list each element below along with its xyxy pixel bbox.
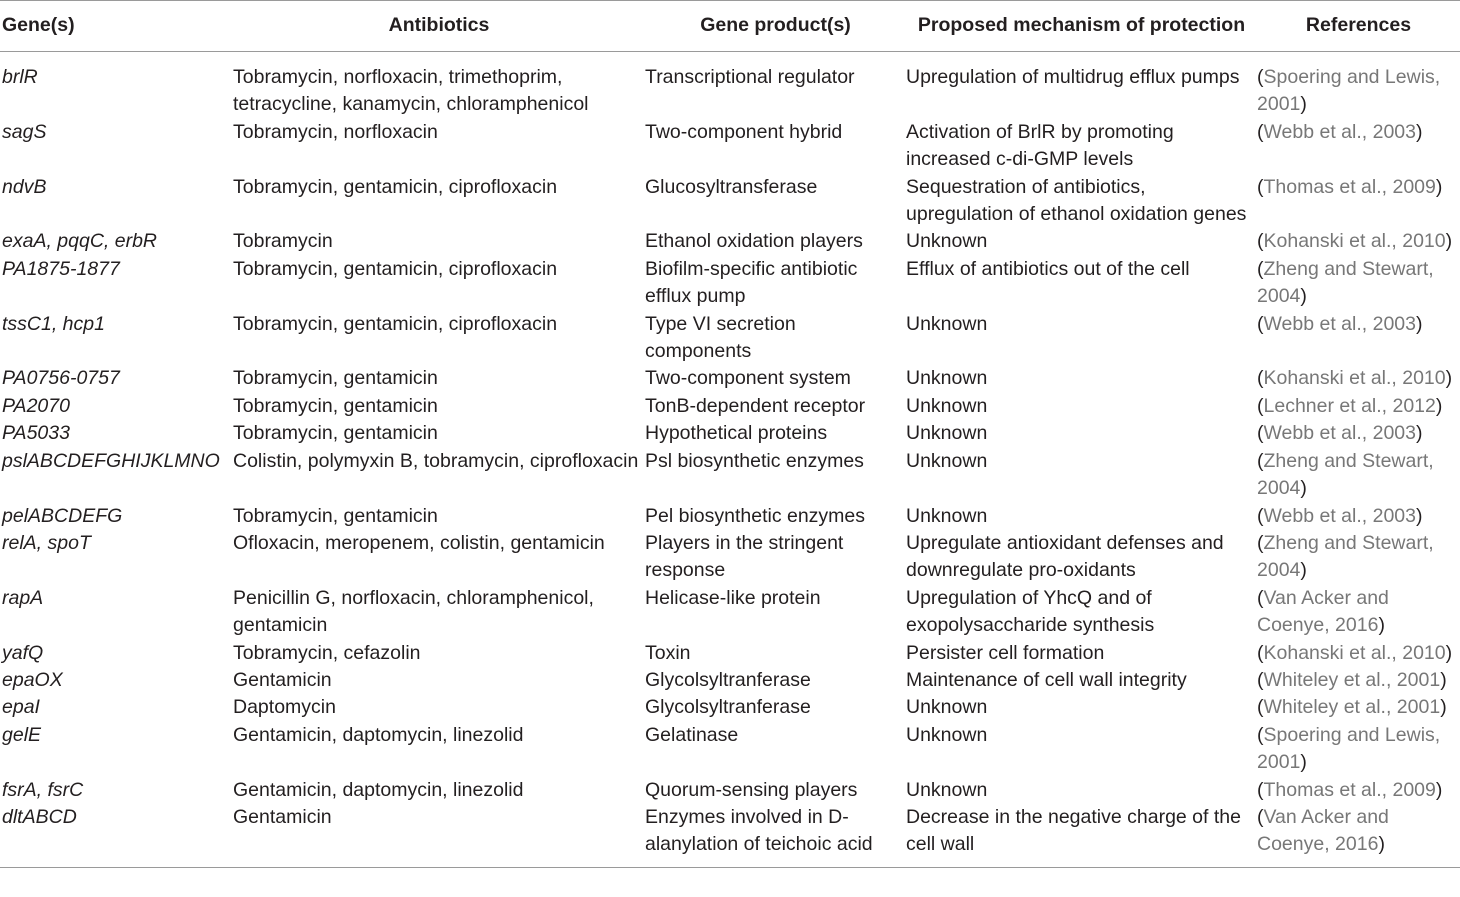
reference-open-paren: ( xyxy=(1257,257,1264,280)
reference-link[interactable]: Webb et al., 2003 xyxy=(1263,422,1416,445)
reference-open-paren: ( xyxy=(1257,367,1264,390)
reference-cell xyxy=(1257,119,1460,174)
reference-close-paren: ) xyxy=(1416,504,1423,527)
header-genes: Gene(s) xyxy=(0,1,233,52)
gene-cell: pelABCDEFG xyxy=(2,504,123,527)
reference-link[interactable]: Webb et al., 2003 xyxy=(1263,120,1416,143)
mechanism-cell: Unknown xyxy=(906,312,988,335)
reference-link[interactable]: Kohanski et al., 2010 xyxy=(1263,367,1446,390)
gene-cell: tssC1, hcp1 xyxy=(2,312,105,335)
gene-cell: fsrA, fsrC xyxy=(2,778,84,801)
product-cell: Two-component system xyxy=(645,367,851,390)
gene-cell: pslABCDEFGHIJKLMNO xyxy=(2,449,220,472)
reference-link[interactable]: Kohanski et al., 2010 xyxy=(1263,641,1446,664)
header-row xyxy=(0,1,1460,52)
header-references: References xyxy=(1257,1,1460,52)
reference-close-paren: ) xyxy=(1416,120,1423,143)
antibiotics-cell: Tobramycin, gentamicin, ciprofloxacin xyxy=(233,175,558,198)
table-row xyxy=(0,448,1460,503)
mechanism-cell: Activation of BrlR by promoting increased c-di-GMP levels xyxy=(906,120,1174,171)
reference-open-paren: ( xyxy=(1257,312,1264,335)
reference-open-paren: ( xyxy=(1257,723,1264,746)
product-cell: Pel biosynthetic enzymes xyxy=(645,504,866,527)
mechanism-cell: Decrease in the negative charge of the cell wall xyxy=(906,804,1257,867)
product-cell: Enzymes involved in D-alanylation of teichoic acid xyxy=(645,804,906,867)
product-cell: Glucosyltransferase xyxy=(645,175,818,198)
antibiotics-cell: Tobramycin, norfloxacin, trimethoprim, tetracycline, kanamycin, chloramphenicol xyxy=(233,66,589,116)
reference-close-paren: ) xyxy=(1378,833,1385,856)
mechanism-cell: Upregulation of multidrug efflux pumps xyxy=(906,66,1240,88)
reference-cell xyxy=(1257,420,1460,447)
reference-open-paren: ( xyxy=(1257,641,1264,664)
antibiotics-cell: Daptomycin xyxy=(233,696,336,719)
reference-close-paren: ) xyxy=(1445,367,1453,390)
reference-cell xyxy=(1257,448,1460,503)
table-row xyxy=(0,503,1460,530)
reference-open-paren: ( xyxy=(1257,586,1264,609)
reference-open-paren: ( xyxy=(1257,696,1264,719)
mechanism-cell: Unknown xyxy=(906,449,988,472)
gene-cell: rapA xyxy=(2,586,44,609)
reference-cell xyxy=(1257,722,1460,777)
table-row xyxy=(0,585,1460,640)
reference-link[interactable]: Lechner et al., 2012 xyxy=(1263,394,1436,417)
reference-cell xyxy=(1257,804,1460,867)
product-cell: Glycolsyltranferase xyxy=(645,668,811,691)
mechanism-cell: Unknown xyxy=(906,230,988,253)
mechanism-cell: Unknown xyxy=(906,367,988,390)
reference-cell xyxy=(1257,365,1460,392)
antibiotics-cell: Tobramycin, gentamicin xyxy=(233,422,438,445)
reference-close-paren: ) xyxy=(1300,751,1307,774)
table-row xyxy=(0,365,1460,392)
antibiotics-cell: Tobramycin, gentamicin xyxy=(233,367,438,390)
reference-cell xyxy=(1257,640,1460,667)
mechanism-cell: Unknown xyxy=(906,696,988,719)
antibiotics-cell: Ofloxacin, meropenem, colistin, gentamicin xyxy=(233,531,605,554)
reference-open-paren: ( xyxy=(1257,805,1264,828)
reference-cell xyxy=(1257,256,1460,311)
mechanism-cell: Efflux of antibiotics out of the cell xyxy=(906,257,1190,280)
table-row xyxy=(0,640,1460,667)
reference-close-paren: ) xyxy=(1445,641,1453,664)
antibiotics-cell: Penicillin G, norfloxacin, chloramphenicol, gentamicin xyxy=(233,586,594,637)
mechanism-cell: Unknown xyxy=(906,504,988,527)
product-cell: Gelatinase xyxy=(645,723,739,746)
reference-open-paren: ( xyxy=(1257,668,1264,691)
gene-cell: PA2070 xyxy=(2,394,70,417)
gene-cell: yafQ xyxy=(2,641,44,664)
table-row xyxy=(0,311,1460,366)
gene-cell: exaA, pqqC, erbR xyxy=(2,230,158,253)
reference-cell xyxy=(1257,694,1460,721)
table-row xyxy=(0,228,1460,255)
gene-cell: epaOX xyxy=(2,668,63,691)
product-cell: Toxin xyxy=(645,641,691,664)
header-mechanism: Proposed mechanism of protection xyxy=(906,1,1257,52)
reference-open-paren: ( xyxy=(1257,531,1264,554)
gene-cell: PA5033 xyxy=(2,422,70,445)
reference-cell xyxy=(1257,311,1460,366)
reference-close-paren: ) xyxy=(1300,93,1307,116)
reference-cell xyxy=(1257,174,1460,229)
antibiotics-cell: Gentamicin xyxy=(233,668,332,691)
antibiotics-cell: Tobramycin, gentamicin, ciprofloxacin xyxy=(233,312,558,335)
reference-open-paren: ( xyxy=(1257,394,1264,417)
antibiotics-cell: Gentamicin, daptomycin, linezolid xyxy=(233,778,524,801)
reference-close-paren: ) xyxy=(1300,559,1307,582)
table-row xyxy=(0,722,1460,777)
product-cell: Helicase-like protein xyxy=(645,586,821,609)
reference-link[interactable]: Van Acker and Coenye, 2016 xyxy=(1257,805,1389,856)
reference-link[interactable]: Spoering and Lewis, 2001 xyxy=(1257,723,1441,774)
product-cell: Quorum-sensing players xyxy=(645,778,858,801)
reference-open-paren: ( xyxy=(1257,175,1264,198)
reference-close-paren: ) xyxy=(1300,477,1307,500)
table-row xyxy=(0,694,1460,721)
table-header xyxy=(0,1,1460,52)
product-cell: Ethanol oxidation players xyxy=(645,230,863,253)
antibiotics-cell: Gentamicin xyxy=(233,804,645,867)
reference-link[interactable]: Whiteley et al., 2001 xyxy=(1263,696,1441,719)
antibiotics-cell: Tobramycin, gentamicin xyxy=(233,394,438,417)
header-products: Gene product(s) xyxy=(645,1,906,52)
reference-link[interactable]: Kohanski et al., 2010 xyxy=(1263,230,1446,253)
gene-cell: PA1875-1877 xyxy=(2,257,120,280)
product-cell: Biofilm-specific antibiotic efflux pump xyxy=(645,257,858,308)
mechanism-cell: Unknown xyxy=(906,394,988,417)
reference-cell xyxy=(1257,393,1460,420)
reference-cell xyxy=(1257,667,1460,694)
mechanism-cell: Upregulation of YhcQ and of exopolysaccharide synthesis xyxy=(906,586,1155,637)
gene-cell: sagS xyxy=(2,120,47,143)
product-cell: Players in the stringent response xyxy=(645,531,844,582)
gene-cell: relA, spoT xyxy=(2,531,91,554)
reference-close-paren: ) xyxy=(1416,312,1423,335)
reference-link[interactable]: Spoering and Lewis, 2001 xyxy=(1257,66,1441,116)
reference-link[interactable]: Webb et al., 2003 xyxy=(1263,312,1416,335)
reference-open-paren: ( xyxy=(1257,504,1264,527)
mechanism-cell: Sequestration of antibiotics, upregulation of ethanol oxidation genes xyxy=(906,175,1247,226)
reference-open-paren: ( xyxy=(1257,422,1264,445)
product-cell: Psl biosynthetic enzymes xyxy=(645,449,864,472)
reference-close-paren: ) xyxy=(1416,422,1423,445)
reference-close-paren: ) xyxy=(1440,696,1447,719)
mechanism-cell: Unknown xyxy=(906,723,988,746)
antibiotics-cell: Tobramycin, gentamicin xyxy=(233,504,438,527)
reference-link[interactable]: Zheng and Stewart, 2004 xyxy=(1257,531,1434,582)
product-cell: Hypothetical proteins xyxy=(645,422,828,445)
mechanism-cell: Upregulate antioxidant defenses and downregulate pro-oxidants xyxy=(906,531,1224,582)
reference-open-paren: ( xyxy=(1257,230,1264,253)
product-cell: Type VI secretion components xyxy=(645,312,796,363)
table-row xyxy=(0,530,1460,585)
reference-link[interactable]: Webb et al., 2003 xyxy=(1263,504,1416,527)
reference-close-paren: ) xyxy=(1435,778,1443,801)
mechanism-cell: Unknown xyxy=(906,422,988,445)
reference-open-paren: ( xyxy=(1257,449,1264,472)
gene-cell: ndvB xyxy=(2,175,47,198)
mechanism-cell: Unknown xyxy=(906,778,988,801)
reference-cell xyxy=(1257,228,1460,255)
antibiotics-cell: Tobramycin, gentamicin, ciprofloxacin xyxy=(233,257,558,280)
reference-close-paren: ) xyxy=(1440,668,1447,691)
reference-cell xyxy=(1257,52,1460,119)
antibiotics-cell: Tobramycin, norfloxacin xyxy=(233,120,438,143)
gene-cell: epaI xyxy=(2,696,40,719)
reference-link[interactable]: Thomas et al., 2009 xyxy=(1263,175,1436,198)
reference-close-paren: ) xyxy=(1378,614,1385,637)
reference-open-paren: ( xyxy=(1257,120,1264,143)
mechanism-cell: Persister cell formation xyxy=(906,641,1105,664)
reference-link[interactable]: Zheng and Stewart, 2004 xyxy=(1257,449,1434,500)
antibiotics-cell: Colistin, polymyxin B, tobramycin, ciprofloxacin xyxy=(233,449,639,472)
antibiotics-cell: Tobramycin, cefazolin xyxy=(233,641,421,664)
gene-cell: dltABCD xyxy=(0,804,233,867)
reference-link[interactable]: Zheng and Stewart, 2004 xyxy=(1257,257,1434,308)
reference-cell xyxy=(1257,585,1460,640)
table-row xyxy=(0,52,1460,119)
reference-close-paren: ) xyxy=(1435,175,1443,198)
antibiotics-cell: Tobramycin xyxy=(233,230,333,253)
reference-link[interactable]: Van Acker and Coenye, 2016 xyxy=(1257,586,1389,637)
reference-open-paren: ( xyxy=(1257,66,1264,88)
reference-cell xyxy=(1257,503,1460,530)
table-row xyxy=(0,393,1460,420)
reference-open-paren: ( xyxy=(1257,778,1264,801)
product-cell: Transcriptional regulator xyxy=(645,66,855,88)
gene-cell: brlR xyxy=(2,66,38,88)
table-row xyxy=(0,667,1460,694)
gene-cell: gelE xyxy=(2,723,42,746)
table-row xyxy=(0,804,1460,867)
header-antibiotics: Antibiotics xyxy=(233,1,645,52)
table-row xyxy=(0,420,1460,447)
gene-cell: PA0756-0757 xyxy=(2,367,120,390)
reference-close-paren: ) xyxy=(1445,230,1453,253)
reference-cell xyxy=(1257,777,1460,804)
product-cell: Two-component hybrid xyxy=(645,120,843,143)
table-body xyxy=(0,52,1460,868)
antibiotics-cell: Gentamicin, daptomycin, linezolid xyxy=(233,723,524,746)
table-row xyxy=(0,777,1460,804)
reference-close-paren: ) xyxy=(1435,394,1443,417)
reference-cell xyxy=(1257,530,1460,585)
product-cell: TonB-dependent receptor xyxy=(645,394,866,417)
product-cell: Glycolsyltranferase xyxy=(645,696,811,719)
reference-link[interactable]: Thomas et al., 2009 xyxy=(1263,778,1436,801)
reference-link[interactable]: Whiteley et al., 2001 xyxy=(1263,668,1441,691)
mechanism-cell: Maintenance of cell wall integrity xyxy=(906,668,1187,691)
table-row xyxy=(0,174,1460,229)
reference-close-paren: ) xyxy=(1300,285,1307,308)
table-row xyxy=(0,119,1460,174)
table-row xyxy=(0,256,1460,311)
